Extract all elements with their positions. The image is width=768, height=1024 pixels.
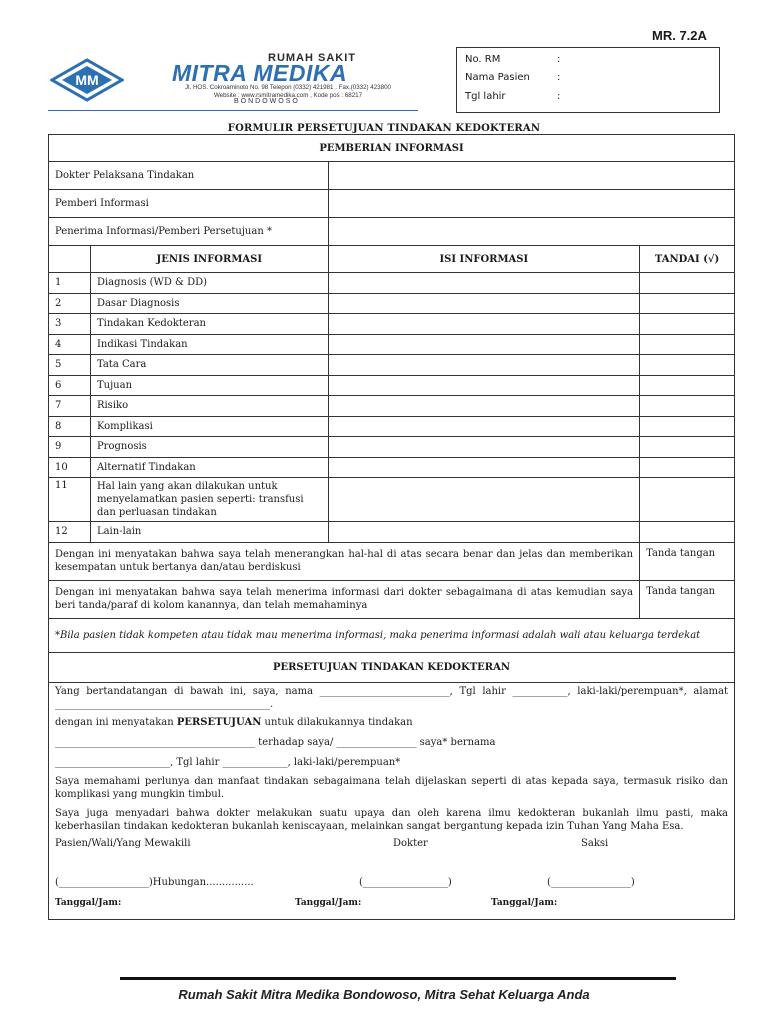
row-number: 12 [49,522,91,543]
table-row [49,355,735,376]
isi-cell[interactable] [328,416,639,437]
tandai-cell[interactable] [640,478,735,522]
col-number-header [49,246,91,273]
table-row [49,396,735,417]
tandai-cell[interactable] [640,334,735,355]
tandai-cell[interactable] [640,293,735,314]
isi-cell[interactable] [328,396,639,417]
field-label-pemberi: Pemberi Informasi [49,190,329,218]
hospital-logo-icon [50,58,124,102]
sig-dokter-blank[interactable]: (_________________) [359,876,452,888]
isi-cell[interactable] [328,457,639,478]
row-number: 7 [49,396,91,417]
isi-cell[interactable] [328,437,639,458]
doctor-statement: Dengan ini menyatakan bahwa saya telah menerangkan hal-hal di atas secara benar dan jelas dan memberikan kesempatan untuk bertanya dan/atau berdiskusi [49,542,640,580]
row-number: 10 [49,457,91,478]
tandai-cell[interactable] [640,314,735,335]
isi-cell[interactable] [328,478,639,522]
tgl-jam-pasien: Tanggal/Jam: [55,897,122,908]
tandai-cell[interactable] [640,355,735,376]
recipient-signature-cell[interactable] [640,580,735,618]
row-label: Lain-lain [90,522,328,543]
sig-pasien-blank[interactable]: (__________________)Hubungan............... [55,876,254,888]
website-line: Website : www.rsmitramedika.com , Kode pos : 68217 [213,92,363,99]
agree-pre: dengan ini menyatakan [55,716,177,728]
row-number: 4 [49,334,91,355]
colon: : [557,91,561,102]
col-header-jenis: JENIS INFORMASI [90,246,328,273]
table-row [49,437,735,458]
tgl-jam-dokter: Tanggal/Jam: [295,897,362,908]
consent-form-table [48,134,735,920]
table-row [49,457,735,478]
row-number: 5 [49,355,91,376]
isi-cell[interactable] [328,314,639,335]
row-number: 6 [49,375,91,396]
sig-saksi-blank[interactable]: (________________) [547,876,635,888]
row-label: Hal lain yang akan dilakukan untuk menyelamatkan pasien seperti: transfusi dan perluasan tindakan [90,478,328,522]
sig-saksi-label: Saksi [581,837,609,849]
col-header-tandai: TANDAI (√) [640,246,735,273]
consent-paragraph-understanding: Saya memahami perlunya dan manfaat tindakan sebagaimana telah dijelaskan seperti di atas kepada saya, termasuk risiko dan komplikasi yang mungkin timbul. [55,775,728,800]
isi-cell[interactable] [328,355,639,376]
table-row [49,293,735,314]
row-label: Tindakan Kedokteran [90,314,328,335]
isi-cell[interactable] [328,522,639,543]
tandai-cell[interactable] [640,273,735,294]
nama-pasien-label: Nama Pasien [465,72,530,83]
isi-cell[interactable] [328,273,639,294]
row-number: 1 [49,273,91,294]
row-label: Tujuan [90,375,328,396]
row-label: Tata Cara [90,355,328,376]
isi-cell[interactable] [328,293,639,314]
hospital-city: BONDOWOSO [234,98,300,105]
recipient-statement: Dengan ini menyatakan bahwa saya telah menerima informasi dari dokter sebagaimana di atas kemudian saya beri tanda/paraf di kolom kanannya, dan telah memahaminya [49,580,640,618]
consent-line-person: _______________________, Tgl lahir _____________, laki-laki/perempuan* [55,756,401,768]
field-label-penerima: Penerima Informasi/Pemberi Persetujuan * [49,218,329,246]
tandai-cell[interactable] [640,375,735,396]
colon: : [557,72,561,83]
row-label: Risiko [90,396,328,417]
section-header-consent: PERSETUJUAN TINDAKAN KEDOKTERAN [49,652,735,682]
consent-line-procedure: ________________________________________ terhadap saya/ ________________ saya* bernama [55,736,496,748]
table-row [49,478,735,522]
row-label: Prognosis [90,437,328,458]
tandai-cell[interactable] [640,457,735,478]
row-number: 9 [49,437,91,458]
table-row [49,416,735,437]
table-row [49,314,735,335]
sig-dokter-label: Dokter [393,837,428,849]
row-label: Komplikasi [90,416,328,437]
isi-cell[interactable] [328,334,639,355]
patient-id-box [456,47,720,113]
table-row [49,334,735,355]
header-divider [48,110,418,111]
colon: : [557,54,561,65]
signature-label: Tanda tangan [646,585,716,597]
agree-post: untuk dilakukannya tindakan [261,716,413,728]
hospital-type-label: RUMAH SAKIT [268,52,356,64]
consent-paragraph-awareness: Saya juga menyadari bahwa dokter melakukan suatu upaya dan oleh karena ilmu kedokteran bukanlah ilmu pasti, maka keberhasilan tindakan kedokteran bukanlah keniscayaan, melainkan sangat bergantung kepada izin Tuhan Yang Maha Esa. [55,807,728,832]
agree-keyword: PERSETUJUAN [176,716,262,728]
col-header-isi: ISI INFORMASI [328,246,639,273]
doctor-signature-cell[interactable] [640,542,735,580]
tandai-cell[interactable] [640,437,735,458]
row-label: Diagnosis (WD & DD) [90,273,328,294]
consent-line-name: Yang bertandatangan di bawah ini, saya, nama __________________________, Tgl lahir ___________, laki-laki/perempuan*, alamat ___________________________________________. [55,685,728,710]
nama-pasien-row[interactable] [465,72,560,86]
tandai-cell[interactable] [640,522,735,543]
row-number: 8 [49,416,91,437]
form-title: FORMULIR PERSETUJUAN TINDAKAN KEDOKTERAN [227,123,541,134]
footer-tagline: Rumah Sakit Mitra Medika Bondowoso, Mitra Sehat Keluarga Anda [178,987,590,1002]
row-number: 2 [49,293,91,314]
field-input-penerima[interactable] [328,218,734,246]
isi-cell[interactable] [328,375,639,396]
row-number: 11 [49,478,91,522]
tandai-cell[interactable] [640,396,735,417]
row-label: Alternatif Tindakan [90,457,328,478]
no-rm-row[interactable] [465,54,560,68]
table-row [49,273,735,294]
table-row [49,375,735,396]
signature-area [55,837,728,919]
sig-pasien-label: Pasien/Wali/Yang Mewakili [55,837,191,849]
hospital-header [46,50,422,112]
field-label-dokter: Dokter Pelaksana Tindakan [49,162,329,190]
field-input-dokter[interactable] [328,162,734,190]
footer-divider [120,977,676,980]
table-row [49,522,735,543]
consent-body [49,682,735,919]
no-rm-label: No. RM [465,54,501,65]
tandai-cell[interactable] [640,416,735,437]
address-line: Jl. HOS. Cokroaminoto No. 98 Telepon (0332) 421981 . Fax.(0332) 423800 [185,84,391,91]
section-header-info: PEMBERIAN INFORMASI [49,135,735,162]
consent-line-agree [55,716,728,729]
document-code: MR. 7.2A [652,28,707,43]
tgl-lahir-row[interactable] [465,91,560,105]
row-label: Indikasi Tindakan [90,334,328,355]
tgl-lahir-label: Tgl lahir [465,91,506,102]
svg-text:MM: MM [75,72,99,88]
footnote: *Bila pasien tidak kompeten atau tidak mau menerima informasi, maka penerima informasi adalah wali atau keluarga terdekat [49,618,735,652]
field-input-pemberi[interactable] [328,190,734,218]
signature-label: Tanda tangan [646,547,716,559]
hospital-name: MITRA MEDIKA [172,60,348,86]
tgl-jam-saksi: Tanggal/Jam: [491,897,558,908]
row-label: Dasar Diagnosis [90,293,328,314]
row-number: 3 [49,314,91,335]
